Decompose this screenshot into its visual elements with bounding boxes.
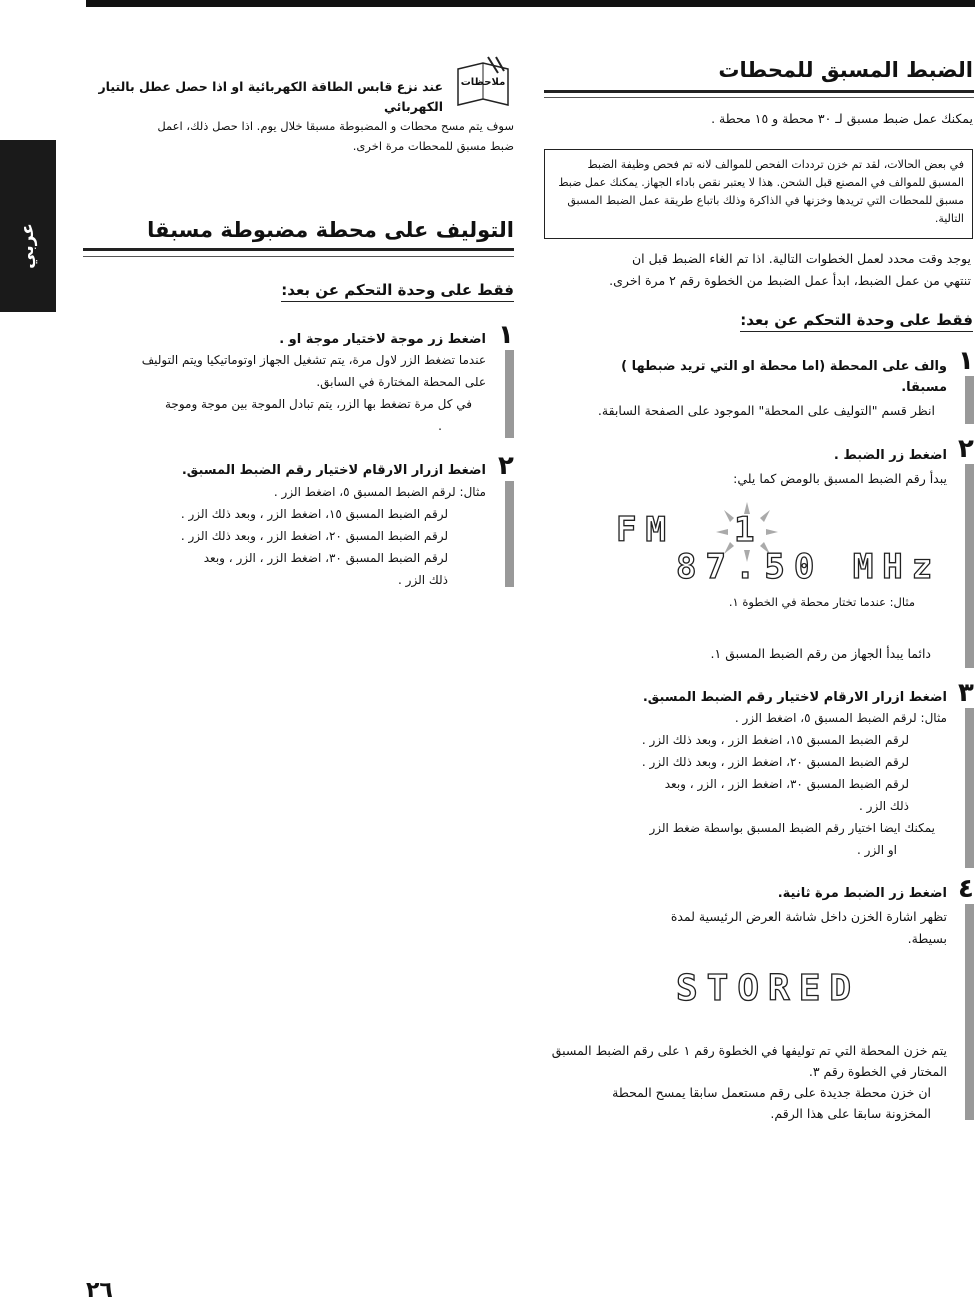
step-2-note: دائما يبدأ الجهاز من رقم الضبط المسبق ١. [710, 646, 931, 661]
left-step-2-line5: ذلك الزر . [398, 573, 448, 587]
left-step-1-bar [505, 350, 514, 438]
preset-tuning-title: التوليف على محطة مضبوطة مسبقا [147, 218, 514, 242]
step-3-line-4: لرقم الضبط المسبق ٣٠، اضغط الزر ، الزر ، وبعد [664, 777, 909, 791]
step-1-text: انظر قسم "التوليف على المحطة" الموجود على الصفحة السابقة. [597, 403, 935, 418]
page-number: ٢٦ [86, 1278, 113, 1303]
step-2-example: مثال: عندما تختار محطة في الخطوة ١. [728, 595, 915, 609]
step-4-text-line1: تظهر اشارة الخزن داخل شاشة العرض الرئيسية لمدة [670, 909, 947, 924]
step-3-bar [965, 708, 974, 868]
step-3-line-5: ذلك الزر . [859, 799, 909, 813]
step-1-title-line2: مسبقا. [901, 380, 947, 395]
language-side-tab [0, 140, 56, 312]
stored-explanation-line1: يتم خزن المحطة التي تم توليفها في الخطوة رقم ١ على رقم الضبط المسبق [551, 1043, 947, 1058]
left-step-1-line1: عندما تضغط الزر لاول مرة، يتم تشغيل الجهاز اوتوماتيكيا ويتم التوليف [141, 353, 486, 367]
notes-bold-line2: الكهربائي [383, 99, 443, 114]
language-tab-label: عربي [18, 223, 38, 269]
step-1-title: والف على المحطة (اما محطة او التي تريد ضبطها ) [621, 359, 947, 374]
step-3-title: اضغط ازرار الارقام لاختيار رقم الضبط المسبق. [642, 690, 947, 705]
step-1-number: ١ [958, 346, 974, 376]
left-step-2-line1: مثال: لرقم الضبط المسبق ٥، اضغط الزر . [273, 485, 486, 499]
left-step-1-number: ١ [498, 320, 514, 350]
step-4-number: ٤ [958, 874, 974, 904]
step-4-title: اضغط زر الضبط مرة ثانية. [777, 886, 947, 901]
step-2-bar [965, 464, 974, 668]
step-3-line-6: يمكنك ايضا اختيار رقم الضبط المسبق بواسطة ضغط الزر [649, 821, 935, 835]
step-3-number: ٣ [958, 678, 974, 708]
step-2-number: ٢ [958, 434, 974, 464]
step-3-line-2: لرقم الضبط المسبق ١٥، اضغط الزر ، وبعد ذلك الزر . [641, 733, 909, 747]
step-4-text-line2: بسيطة. [907, 931, 947, 946]
left-remote-only-heading: فقط على وحدة التحكم عن بعد: [281, 281, 514, 302]
overwrite-note-line1: ان خزن محطة جديدة على رقم مستعمل سابقا يمسح المحطة [612, 1085, 931, 1100]
left-step-1-line2: على المحطة المختارة في السابق. [316, 375, 486, 389]
preset-title-rule-thin [83, 256, 514, 257]
timing-note-line2: تنتهي من عمل الضبط، ابدأ عمل الضبط من الخطوة رقم ٢ مرة اخرى. [609, 273, 971, 288]
title-rule [544, 90, 974, 93]
step-2-title: اضغط زر الضبط . [833, 448, 947, 463]
presetting-intro: يمكنك عمل ضبط مسبق لـ ٣٠ محطة و ١٥ محطة . [711, 111, 973, 126]
notes-text-line2: ضبط مسبق للمحطات مرة اخرى. [352, 139, 514, 153]
left-step-1-title: اضغط زر موجة لاختيار موجة او . [279, 332, 486, 347]
step-1-bar [965, 376, 974, 424]
left-step-2-line3: لرقم الضبط المسبق ٢٠، اضغط الزر ، وبعد ذلك الزر . [180, 529, 448, 543]
lcd-preset-digit: 1 [734, 510, 764, 550]
remote-only-heading: فقط على وحدة التحكم عن بعد: [740, 311, 973, 332]
stored-explanation-line2: المختار في الخطوة رقم ٣. [808, 1064, 947, 1079]
notes-bold-line1: عند نزع قابس الطاقة الكهربائية او اذا حصل عطل بالتيار [98, 79, 443, 94]
step-3-line-1: مثال: لرقم الضبط المسبق ٥، اضغط الزر . [734, 711, 947, 725]
presetting-title: الضبط المسبق للمحطات [718, 58, 973, 82]
step-4-bar [965, 904, 974, 1120]
step-2-text: يبدأ رقم الضبط المسبق بالومض كما يلي: [733, 471, 947, 486]
notes-text-line1: سوف يتم مسح محطات و المضبوطة مسبقا خلال يوم. اذا حصل ذلك، اعمل [157, 119, 514, 133]
title-rule-thin [544, 97, 974, 98]
step-3-line-3: لرقم الضبط المسبق ٢٠، اضغط الزر ، وبعد ذلك الزر . [641, 755, 909, 769]
left-step-1-line4: . [438, 419, 442, 433]
lcd-stored-readout: STORED [676, 968, 861, 1009]
timing-note-line1: يوجد وقت محدد لعمل الخطوات التالية. اذا تم الغاء الضبط قبل ان [632, 251, 971, 266]
lcd-band-readout: FM [616, 510, 675, 550]
left-step-2-line2: لرقم الضبط المسبق ١٥، اضغط الزر ، وبعد ذلك الزر . [180, 507, 448, 521]
left-step-2-title: اضغط ازرار الارقام لاختيار رقم الضبط المسبق. [181, 463, 486, 478]
top-rule [86, 0, 975, 7]
left-step-2-number: ٢ [498, 451, 514, 481]
lcd-frequency-readout: 87.50 MHz [676, 547, 942, 587]
left-step-1-line3: في كل مرة تضغط بها الزر، يتم تبادل الموجة بين موجة وموجة [164, 397, 472, 411]
preset-title-rule [83, 248, 514, 251]
overwrite-note-line2: المخزونة سابقا على هذا الرقم. [770, 1106, 931, 1121]
left-step-2-line4: لرقم الضبط المسبق ٣٠، اضغط الزر ، الزر ، وبعد [203, 551, 448, 565]
step-3-line-7: او الزر . [857, 843, 897, 857]
factory-notice-box: في بعض الحالات، لقد تم خزن ترددات الفحص للموالف لانه تم فحص وظيفة الضبط المسبق للموالف في المصنع قبل الشحن. هذا لا يعتبر نقص باداء الجهاز. يمكنك عمل ضبط مسبق للمحطات التي تريدها وخزنها في الذاكرة وذلك باتباع طريقة عمل الضبط المسبق التالية. [544, 149, 973, 239]
left-step-2-bar [505, 481, 514, 587]
notes-icon-label: ملاحظات [460, 77, 506, 88]
